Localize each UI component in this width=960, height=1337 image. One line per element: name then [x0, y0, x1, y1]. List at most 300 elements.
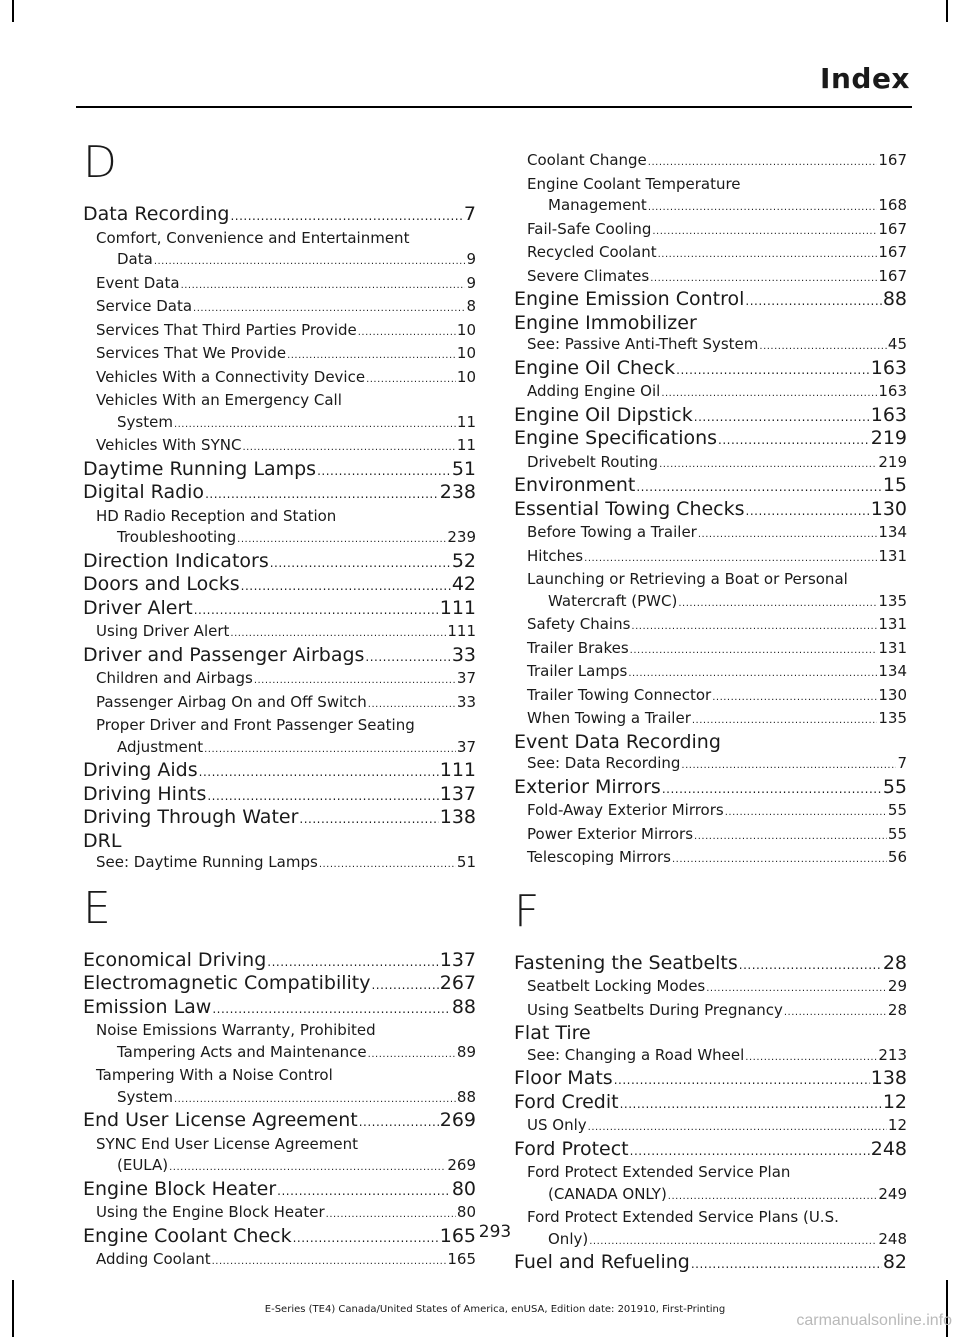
- page-ref[interactable]: 168: [878, 196, 907, 214]
- index-column-left: [83, 130, 476, 1273]
- entry-text: US Only: [527, 1116, 587, 1134]
- crop-mark: [12, 0, 14, 22]
- entry-text: Telescoping Mirrors: [527, 848, 671, 866]
- page-ref[interactable]: 11: [456, 412, 476, 431]
- dot-leader: [154, 249, 466, 273]
- index-heading[interactable]: [83, 551, 476, 575]
- page-ref[interactable]: 167: [878, 151, 907, 169]
- page-ref[interactable]: 15: [882, 474, 907, 496]
- entry-text: Services That We Provide: [96, 344, 287, 362]
- page-ref[interactable]: 8: [466, 297, 476, 315]
- page-ref[interactable]: 111: [439, 596, 476, 619]
- dot-leader: [694, 824, 887, 848]
- entry-text: Using Seatbelts During Pregnancy: [527, 1000, 783, 1019]
- dot-leader: [277, 1179, 451, 1203]
- dot-leader: [659, 452, 877, 476]
- entry-text-continued: (CANADA ONLY): [548, 1184, 667, 1203]
- dot-leader: [739, 953, 882, 977]
- page-ref[interactable]: 45: [887, 335, 907, 353]
- dot-leader: [204, 737, 456, 761]
- entry-text-continued: Data: [117, 250, 153, 268]
- index-subentry[interactable]: [514, 976, 907, 1000]
- crop-mark: [946, 0, 948, 22]
- page-ref[interactable]: 80: [451, 1177, 476, 1200]
- entry-text: Using Driver Alert: [96, 622, 230, 640]
- page-ref[interactable]: 88: [456, 1087, 476, 1106]
- entry-text: Doors and Locks: [83, 573, 240, 595]
- index-heading[interactable]: [514, 313, 907, 335]
- index-heading[interactable]: [514, 1068, 907, 1092]
- index-heading[interactable]: [83, 950, 476, 974]
- dot-leader: [692, 708, 877, 732]
- index-subentry[interactable]: [514, 614, 907, 638]
- page-ref[interactable]: 219: [878, 452, 907, 471]
- page-ref[interactable]: 137: [439, 782, 476, 805]
- entry-text: Drivebelt Routing: [527, 452, 659, 471]
- dot-leader: [662, 777, 882, 801]
- index-heading[interactable]: [514, 953, 907, 977]
- page-ref[interactable]: 28: [887, 1000, 907, 1019]
- page-ref[interactable]: 269: [447, 1156, 476, 1174]
- index-subentry[interactable]: [514, 824, 907, 848]
- dot-leader: [319, 852, 456, 876]
- index-entry-continued[interactable]: [83, 412, 476, 436]
- index-heading[interactable]: [83, 997, 476, 1021]
- dot-leader: [205, 482, 439, 506]
- entry-text: Service Data: [96, 297, 193, 315]
- index-subentry[interactable]: [514, 1045, 907, 1069]
- entry-text: Fastening the Seatbelts: [514, 951, 738, 974]
- entry-text-continued: Adjustment: [117, 737, 204, 756]
- dot-leader: [242, 435, 455, 459]
- index-entry-continued[interactable]: [83, 737, 476, 761]
- entry-text: Adding Coolant: [96, 1250, 211, 1268]
- index-column-right: [514, 150, 907, 1276]
- dot-leader: [691, 1252, 882, 1276]
- dot-leader: [745, 289, 881, 313]
- entry-text-continued: Management: [548, 196, 647, 214]
- page-ref[interactable]: 7: [463, 203, 476, 225]
- entry-text: Noise Emissions Warranty, Prohibited: [96, 1021, 376, 1039]
- index-entry[interactable]: [83, 506, 476, 528]
- index-entry[interactable]: [83, 1020, 476, 1042]
- dot-leader: [181, 273, 466, 297]
- entry-text: Vehicles With an Emergency Call: [96, 391, 342, 409]
- entry-text: DRL: [83, 829, 122, 852]
- entry-text: Comfort, Convenience and Entertainment: [96, 228, 410, 247]
- section-letter: D: [83, 137, 117, 188]
- entry-text: Engine Coolant Check: [83, 1224, 292, 1247]
- index-heading[interactable]: [514, 1023, 907, 1045]
- page-ref[interactable]: 28: [882, 951, 907, 974]
- page-ref[interactable]: 134: [878, 523, 907, 541]
- page-ref[interactable]: 111: [439, 759, 476, 781]
- page-ref[interactable]: 131: [878, 615, 907, 633]
- dot-leader: [287, 343, 456, 367]
- entry-text: Before Towing a Trailer: [527, 523, 697, 541]
- index-heading[interactable]: [514, 358, 907, 382]
- entry-text: Engine Emission Control: [514, 288, 745, 310]
- page-ref[interactable]: 269: [439, 1109, 476, 1131]
- entry-text: Services That Third Parties Provide: [96, 320, 357, 339]
- dot-leader: [207, 784, 438, 808]
- page-ref[interactable]: 111: [447, 622, 476, 640]
- page-number: 293: [478, 1222, 512, 1242]
- index-entry[interactable]: [83, 715, 476, 737]
- index-heading[interactable]: [83, 598, 476, 622]
- entry-text: Engine Immobilizer: [514, 311, 697, 334]
- entry-text: Using the Engine Block Heater: [96, 1203, 325, 1221]
- dot-leader: [648, 195, 878, 219]
- entry-text: Adding Engine Oil: [527, 382, 661, 400]
- dot-leader: [368, 692, 456, 716]
- index-heading[interactable]: [514, 405, 907, 429]
- entry-text: Engine Oil Dipstick: [514, 403, 693, 426]
- index-entry[interactable]: [83, 1065, 476, 1087]
- entry-text-continued: Only): [548, 1229, 589, 1248]
- dot-leader: [746, 499, 870, 523]
- dot-leader: [359, 1110, 439, 1134]
- dot-leader: [648, 150, 878, 174]
- index-subentry[interactable]: [83, 273, 476, 297]
- index-entry[interactable]: [514, 1162, 907, 1184]
- entry-text: Economical Driving: [83, 948, 267, 971]
- index-subentry[interactable]: [514, 546, 907, 570]
- entry-text: Fail-Safe Cooling: [527, 219, 652, 238]
- index-subentry[interactable]: [514, 638, 907, 662]
- dot-leader: [630, 1139, 870, 1163]
- watermark: carmanualsonline.info: [796, 1312, 952, 1329]
- entry-text: Trailer Brakes: [527, 638, 629, 657]
- index-subentry[interactable]: [514, 522, 907, 546]
- section-letter: E: [83, 882, 111, 934]
- dot-leader: [371, 973, 438, 997]
- dot-leader: [681, 753, 896, 777]
- index-entry-continued[interactable]: [514, 591, 907, 615]
- page-ref[interactable]: 130: [878, 685, 907, 704]
- entry-text-continued: Troubleshooting: [117, 528, 237, 546]
- index-heading[interactable]: [83, 1179, 476, 1203]
- page-ref[interactable]: 131: [878, 638, 907, 657]
- page-ref[interactable]: 33: [451, 643, 476, 666]
- entry-text: Daytime Running Lamps: [83, 457, 317, 480]
- dot-leader: [759, 334, 887, 358]
- page-ref[interactable]: 55: [887, 824, 907, 843]
- entry-text: Driver and Passenger Airbags: [83, 643, 365, 666]
- index-heading[interactable]: [83, 831, 476, 853]
- page-ref[interactable]: 42: [451, 573, 476, 595]
- index-subentry[interactable]: [514, 452, 907, 476]
- dot-leader: [230, 204, 462, 228]
- index-heading[interactable]: [83, 784, 476, 808]
- entry-text: See: Data Recording: [527, 754, 681, 772]
- entry-text: Data Recording: [83, 203, 230, 225]
- page-ref[interactable]: 163: [878, 382, 907, 400]
- page-ref[interactable]: 249: [878, 1184, 907, 1203]
- page-ref[interactable]: 89: [456, 1042, 476, 1061]
- entry-text: Driving Hints: [83, 782, 207, 805]
- dot-leader: [631, 614, 877, 638]
- index-heading[interactable]: [514, 499, 907, 523]
- page-ref[interactable]: 163: [870, 403, 907, 426]
- page-ref[interactable]: 10: [456, 344, 476, 362]
- index-entry[interactable]: [83, 228, 476, 250]
- index-subentry[interactable]: [514, 1115, 907, 1139]
- index-heading[interactable]: [514, 1252, 907, 1276]
- page-ref[interactable]: 219: [870, 427, 907, 449]
- page-ref[interactable]: 51: [456, 853, 476, 871]
- page-ref[interactable]: 11: [456, 436, 476, 454]
- index-subentry[interactable]: [83, 367, 476, 391]
- entry-text: Flat Tire: [514, 1022, 591, 1044]
- index-subentry[interactable]: [514, 266, 907, 290]
- entry-text: Driving Through Water: [83, 806, 299, 828]
- index-heading[interactable]: [83, 459, 476, 483]
- page-ref[interactable]: 267: [439, 972, 476, 994]
- dot-leader: [365, 645, 450, 669]
- index-heading[interactable]: [83, 645, 476, 669]
- index-subentry[interactable]: [514, 242, 907, 266]
- entry-text: Electromagnetic Compatibility: [83, 972, 371, 994]
- entry-text-continued: System: [117, 1087, 173, 1106]
- entry-text: Tampering With a Noise Control: [96, 1066, 333, 1084]
- page-ref[interactable]: 37: [456, 737, 476, 756]
- index-entry[interactable]: [514, 569, 907, 591]
- dot-leader: [672, 847, 887, 871]
- index-subentry[interactable]: [514, 1000, 907, 1024]
- entry-text-continued: (EULA): [117, 1156, 169, 1174]
- entry-text: Fold-Away Exterior Mirrors: [527, 801, 724, 819]
- index-subentry[interactable]: [83, 435, 476, 459]
- page-ref[interactable]: 167: [878, 243, 907, 261]
- index-subentry[interactable]: [83, 668, 476, 692]
- entry-text: Severe Climates: [527, 266, 650, 285]
- entry-text: Ford Protect Extended Service Plan: [527, 1163, 791, 1181]
- index-subentry[interactable]: [514, 334, 907, 358]
- page-ref[interactable]: 134: [878, 662, 907, 680]
- entry-text: Driving Aids: [83, 759, 198, 781]
- index-subentry[interactable]: [514, 219, 907, 243]
- page-ref[interactable]: 167: [878, 266, 907, 285]
- index-subentry[interactable]: [83, 1249, 476, 1273]
- index-heading[interactable]: [83, 973, 476, 997]
- dot-leader: [237, 527, 446, 551]
- page-ref[interactable]: 33: [456, 692, 476, 711]
- entry-text: Engine Block Heater: [83, 1177, 277, 1200]
- index-heading[interactable]: [514, 289, 907, 313]
- index-entry-continued[interactable]: [83, 527, 476, 551]
- dot-leader: [199, 760, 439, 784]
- page-ref[interactable]: 138: [439, 806, 476, 828]
- page-ref[interactable]: 29: [887, 977, 907, 995]
- dot-leader: [194, 598, 439, 622]
- page-ref[interactable]: 213: [878, 1045, 907, 1064]
- page-ref[interactable]: 82: [882, 1251, 907, 1273]
- entry-text: See: Passive Anti-Theft System: [527, 335, 759, 353]
- entry-text: Trailer Towing Connector: [527, 685, 712, 704]
- page-ref[interactable]: 163: [870, 356, 907, 379]
- page-ref[interactable]: 56: [887, 848, 907, 866]
- dot-leader: [678, 591, 877, 615]
- dot-leader: [614, 1068, 870, 1092]
- index-entry-continued[interactable]: [83, 1087, 476, 1111]
- index-subentry[interactable]: [514, 685, 907, 709]
- dot-leader: [368, 1042, 456, 1066]
- entry-text-continued: Watercraft (PWC): [548, 591, 678, 610]
- page-ref[interactable]: 88: [451, 995, 476, 1018]
- index-entry-continued[interactable]: [514, 1184, 907, 1208]
- index-entry-continued[interactable]: [83, 249, 476, 273]
- page-ref[interactable]: 135: [878, 709, 907, 727]
- dot-leader: [169, 1155, 446, 1179]
- dot-leader: [628, 661, 877, 685]
- index-subentry[interactable]: [514, 661, 907, 685]
- page-ref[interactable]: 12: [887, 1116, 907, 1134]
- index-heading[interactable]: [83, 482, 476, 506]
- index-entry-continued[interactable]: [83, 1155, 476, 1179]
- edition-footer: E-Series (TE4) Canada/United States of America, enUSA, Edition date: 201910, First-Printing: [264, 1304, 726, 1315]
- index-subentry[interactable]: [514, 800, 907, 824]
- entry-text: See: Changing a Road Wheel: [527, 1045, 745, 1064]
- dot-leader: [668, 1184, 878, 1208]
- page-ref[interactable]: 80: [456, 1203, 476, 1221]
- entry-text: Engine Specifications: [514, 427, 718, 449]
- index-heading[interactable]: [83, 807, 476, 831]
- page-ref[interactable]: 12: [882, 1090, 907, 1113]
- dot-leader: [706, 976, 887, 1000]
- index-heading[interactable]: [514, 428, 907, 452]
- index-heading[interactable]: [83, 204, 476, 228]
- entry-text: Environment: [514, 474, 636, 496]
- page-ref[interactable]: 239: [447, 528, 476, 546]
- entry-text: Launching or Retrieving a Boat or Personal: [527, 570, 848, 588]
- page-ref[interactable]: 248: [878, 1229, 907, 1248]
- entry-text: Trailer Lamps: [527, 662, 628, 680]
- index-entry[interactable]: [83, 1134, 476, 1156]
- index-entry[interactable]: [83, 390, 476, 412]
- page-ref[interactable]: 130: [870, 497, 907, 520]
- index-entry[interactable]: [514, 174, 907, 196]
- dot-leader: [254, 668, 456, 692]
- entry-text: Passenger Airbag On and Off Switch: [96, 692, 367, 711]
- index-subentry[interactable]: [83, 320, 476, 344]
- page-title: Index: [820, 62, 910, 95]
- page-ref[interactable]: 138: [870, 1067, 907, 1089]
- page-ref[interactable]: 51: [451, 457, 476, 480]
- index-heading[interactable]: [514, 732, 907, 754]
- entry-text: Floor Mats: [514, 1067, 613, 1089]
- dot-leader: [366, 367, 456, 391]
- dot-leader: [636, 475, 881, 499]
- entry-text: Event Data Recording: [514, 730, 721, 753]
- index-heading[interactable]: [514, 777, 907, 801]
- entry-text: Driver Alert: [83, 596, 193, 619]
- dot-leader: [718, 428, 870, 452]
- page-ref[interactable]: 238: [439, 481, 476, 503]
- dot-leader: [230, 621, 446, 645]
- page-ref[interactable]: 165: [439, 1224, 476, 1247]
- dot-leader: [712, 685, 877, 709]
- index-subentry[interactable]: [514, 708, 907, 732]
- entry-text: Coolant Change: [527, 151, 647, 169]
- entry-text: Event Data: [96, 273, 180, 292]
- dot-leader: [584, 546, 877, 570]
- entry-text: Exterior Mirrors: [514, 775, 661, 798]
- entry-text: Recycled Coolant: [527, 243, 657, 261]
- index-subentry[interactable]: [83, 852, 476, 876]
- index-subentry[interactable]: [514, 150, 907, 174]
- page-ref[interactable]: 88: [882, 288, 907, 310]
- entry-text: Power Exterior Mirrors: [527, 824, 694, 843]
- entry-text-continued: System: [117, 412, 173, 431]
- entry-text: Ford Protect Extended Service Plans (U.S.: [527, 1208, 839, 1226]
- page-ref[interactable]: 10: [456, 320, 476, 339]
- index-entry-continued[interactable]: [514, 195, 907, 219]
- dot-leader: [299, 807, 438, 831]
- entry-text: HD Radio Reception and Station: [96, 506, 337, 525]
- page-ref[interactable]: 52: [451, 549, 476, 572]
- dot-leader: [698, 522, 878, 546]
- page-ref[interactable]: 165: [447, 1250, 476, 1268]
- entry-text: Engine Oil Check: [514, 356, 676, 379]
- index-heading[interactable]: [83, 574, 476, 598]
- entry-text: SYNC End User License Agreement: [96, 1134, 359, 1153]
- page-ref[interactable]: 135: [878, 591, 907, 610]
- index-entry-continued[interactable]: [83, 1042, 476, 1066]
- entry-text: Emission Law: [83, 995, 212, 1018]
- index-heading[interactable]: [83, 1110, 476, 1134]
- page-ref[interactable]: 137: [439, 948, 476, 971]
- page-ref[interactable]: 55: [882, 775, 907, 798]
- index-heading[interactable]: [514, 475, 907, 499]
- page-ref[interactable]: 167: [878, 219, 907, 238]
- page-ref[interactable]: 55: [887, 801, 907, 819]
- index-subentry[interactable]: [83, 343, 476, 367]
- title-rule: [76, 106, 912, 108]
- index-subentry[interactable]: [83, 621, 476, 645]
- page-ref[interactable]: 7: [897, 754, 907, 772]
- index-subentry[interactable]: [514, 753, 907, 777]
- entry-text: Safety Chains: [527, 615, 631, 633]
- index-heading[interactable]: [514, 1092, 907, 1116]
- index-subentry[interactable]: [83, 296, 476, 320]
- index-heading[interactable]: [514, 1139, 907, 1163]
- entry-text-continued: Tampering Acts and Maintenance: [117, 1042, 367, 1061]
- page-ref[interactable]: 131: [878, 546, 907, 565]
- dot-leader: [174, 412, 456, 436]
- dot-leader: [650, 266, 877, 290]
- index-subentry[interactable]: [514, 847, 907, 871]
- dot-leader: [784, 1000, 887, 1024]
- entry-text: Engine Coolant Temperature: [527, 174, 741, 193]
- page-ref[interactable]: 248: [870, 1137, 907, 1160]
- dot-leader: [193, 296, 465, 320]
- page-ref[interactable]: 10: [456, 367, 476, 386]
- dot-leader: [267, 950, 438, 974]
- dot-leader: [358, 320, 456, 344]
- dot-leader: [174, 1087, 456, 1111]
- page-ref[interactable]: 9: [466, 273, 476, 292]
- page-ref[interactable]: 9: [466, 250, 476, 268]
- entry-text: Hitches: [527, 546, 584, 565]
- dot-leader: [694, 405, 870, 429]
- index-subentry[interactable]: [83, 692, 476, 716]
- dot-leader: [317, 459, 451, 483]
- page-ref[interactable]: 37: [456, 669, 476, 687]
- index-subentry[interactable]: [514, 381, 907, 405]
- index-heading[interactable]: [83, 760, 476, 784]
- entry-text: Seatbelt Locking Modes: [527, 977, 706, 995]
